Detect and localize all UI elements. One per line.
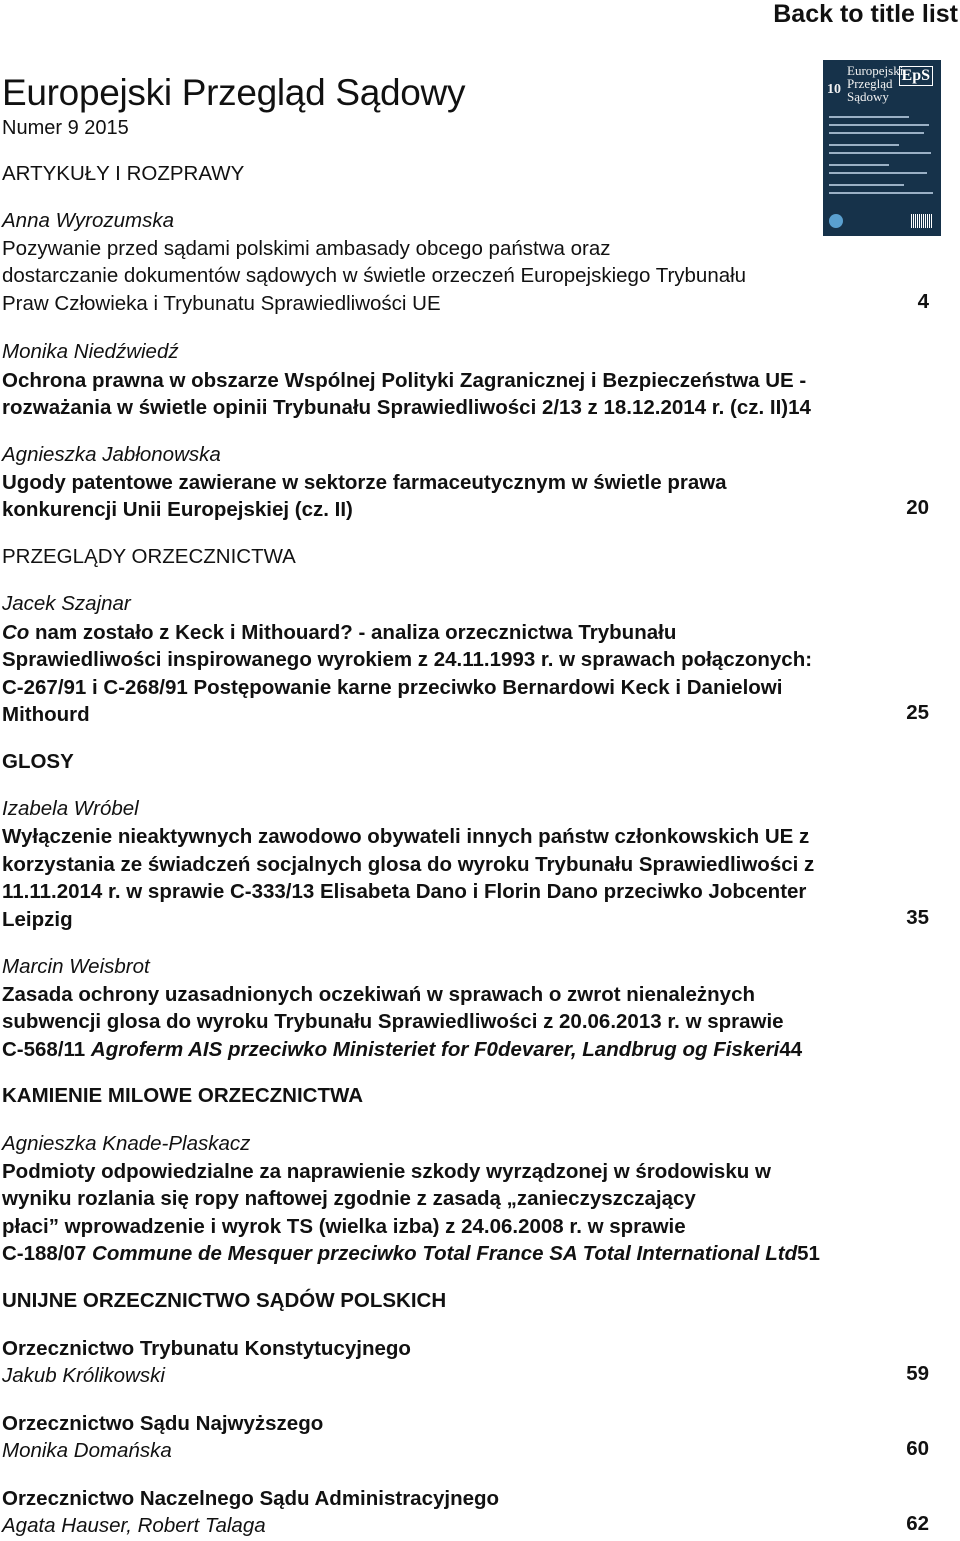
cover-logo: EpS <box>899 66 933 86</box>
subsection-heading: Orzecznictwo Trybunatu Konstytucyjnego <box>2 1337 411 1360</box>
entry-title-line: wyniku rozlania się ropy naftowej zgodnie z zasadą „zanieczyszczający <box>2 1187 696 1210</box>
page-number: 62 <box>906 1512 929 1535</box>
entry-author: Agnieszka Jabłonowska <box>2 443 221 466</box>
page-number: 25 <box>906 701 929 724</box>
journal-cover-image <box>823 60 941 236</box>
subsection-heading: Orzecznictwo Sądu Najwyższego <box>2 1412 324 1435</box>
entry-author: Monika Niedźwiedź <box>2 340 179 363</box>
entry-title-line: Mithourd <box>2 703 90 726</box>
entry-title-line: Ugody patentowe zawierane w sektorze farmaceutycznym w świetle prawa <box>2 471 727 494</box>
entry-title-line: Co nam zostało z Keck i Mithouard? - analiza orzecznictwa Trybunału <box>2 621 677 644</box>
entry-title-line: Leipzig <box>2 908 73 931</box>
subsection-heading: Orzecznictwo Naczelnego Sądu Administracyjnego <box>2 1487 500 1510</box>
issue-number: Numer 9 2015 <box>2 117 129 139</box>
page-number: 59 <box>906 1362 929 1385</box>
page-number: 4 <box>917 290 929 313</box>
entry-title-line: dostarczanie dokumentów sądowych w świetle orzeczeń Europejskiego Trybunału <box>2 264 747 287</box>
cover-title: Europejski Przegląd Sądowy <box>847 63 904 104</box>
entry-title-line: Praw Człowieka i Trybunatu Sprawiedliwości UE <box>2 292 441 315</box>
journal-title: Europejski Przegląd Sądowy <box>2 72 466 113</box>
back-to-title-list-link[interactable]: Back to title list <box>773 0 958 28</box>
entry-title-line: Wyłączenie nieaktywnych zawodowo obywateli innych państw członkowskich UE z <box>2 825 810 848</box>
entry-author: Agnieszka Knade-Plaskacz <box>2 1132 251 1155</box>
entry-author: Anna Wyrozumska <box>2 209 175 232</box>
entry-author: Jacek Szajnar <box>2 592 131 615</box>
entry-author: Jakub Królikowski <box>2 1364 165 1387</box>
section-heading: PRZEGLĄDY ORZECZNICTWA <box>2 545 296 568</box>
entry-author: Izabela Wróbel <box>2 797 139 820</box>
publisher-logo-icon <box>829 214 843 228</box>
entry-title-line: Sprawiedliwości inspirowanego wyrokiem z 24.11.1993 r. w sprawach połączonych: <box>2 648 813 671</box>
entry-title-line: płaci” wprowadzenie i wyrok TS (wielka izba) z 24.06.2008 r. w sprawie <box>2 1215 686 1238</box>
section-heading: UNIJNE ORZECZNICTWO SĄDÓW POLSKICH <box>2 1289 447 1312</box>
page-number: 35 <box>906 906 929 929</box>
entry-title-line: Zasada ochrony uzasadnionych oczekiwań w sprawach o zwrot nienależnych <box>2 983 756 1006</box>
entry-title-line: Ochrona prawna w obszarze Wspólnej Polityki Zagranicznej i Bezpieczeństwa UE - <box>2 369 807 392</box>
entry-title-line: rozważania w świetle opinii Trybunału Sprawiedliwości 2/13 z 18.12.2014 r. (cz. II)14 <box>2 396 811 419</box>
entry-title-line: C-267/91 i C-268/91 Postępowanie karne przeciwko Bernardowi Keck i Danielowi <box>2 676 783 699</box>
entry-author: Marcin Weisbrot <box>2 955 150 978</box>
entry-title-line: 11.11.2014 r. w sprawie C-333/13 Elisabeta Dano i Florin Dano przeciwko Jobcenter <box>2 880 807 903</box>
cover-issue-number: 10 <box>827 82 841 97</box>
entry-title-line: Pozywanie przed sądami polskimi ambasady obcego państwa oraz <box>2 237 611 260</box>
page-number: 60 <box>906 1437 929 1460</box>
entry-title-line: Podmioty odpowiedzialne za naprawienie szkody wyrządzonej w środowisku w <box>2 1160 771 1183</box>
entry-author: Monika Domańska <box>2 1439 172 1462</box>
entry-title-line: konkurencji Unii Europejskiej (cz. II) <box>2 498 353 521</box>
section-heading: ARTYKUŁY I ROZPRAWY <box>2 162 245 185</box>
entry-title-line: C-568/11 Agroferm AIS przeciwko Ministeriet for F0devarer, Landbrug og Fiskeri44 <box>2 1038 803 1061</box>
entry-author: Agata Hauser, Robert Talaga <box>2 1514 266 1537</box>
page-number: 20 <box>906 496 929 519</box>
entry-title-line: korzystania ze świadczeń socjalnych glosa do wyroku Trybunału Sprawiedliwości z <box>2 853 815 876</box>
section-heading: GLOSY <box>2 750 74 773</box>
entry-title-line: subwencji glosa do wyroku Trybunału Sprawiedliwości z 20.06.2013 r. w sprawie <box>2 1010 784 1033</box>
entry-title-line: C-188/07 Commune de Mesquer przeciwko Total France SA Total International Ltd51 <box>2 1242 820 1265</box>
section-heading: KAMIENIE MILOWE ORZECZNICTWA <box>2 1084 364 1107</box>
barcode-icon <box>911 214 933 228</box>
